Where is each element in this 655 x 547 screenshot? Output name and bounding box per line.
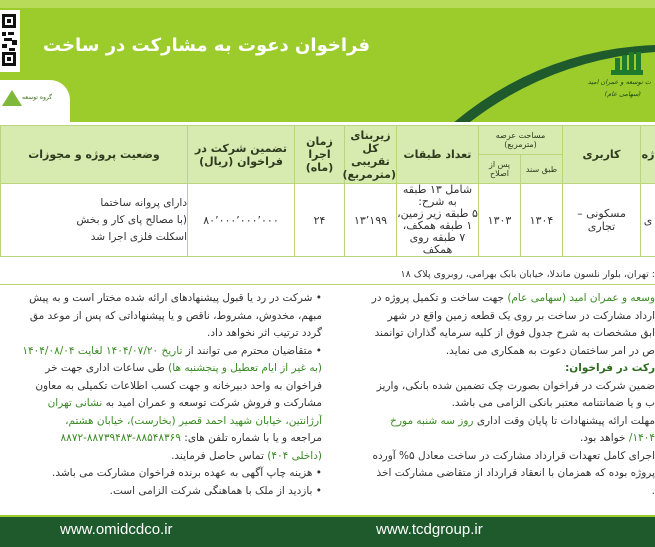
header-guarantee: تضمین شرکت در فراخوان (ریال)	[188, 126, 295, 184]
right-logo-text: ت توسعه و عمران امید	[588, 78, 651, 86]
bullet-line: گردد ترتیب اثر نخواهد داد.	[0, 325, 322, 343]
bullet-line	[0, 430, 322, 448]
cell-land-after-fix: ۱۳۰۳	[479, 184, 521, 257]
office-address: آرژانتین، خیابان شهید احمد قصیر (بخارست)، خیابان هشتم،	[0, 413, 322, 431]
bullet-line	[0, 343, 322, 361]
bullet-line: • شرکت در رد یا قبول پیشنهادهای ارائه شده مختار است و به پیش	[0, 290, 322, 308]
text-span: مراجعه و یا با شماره تلفن های:	[181, 432, 322, 444]
left-logo-text: گروه توسعه	[22, 94, 52, 101]
cell-usage: مسکونی – تجاری	[563, 184, 641, 257]
floors-line: ۷ طبقه روی همکف	[397, 232, 478, 256]
cell-floors	[397, 184, 479, 257]
status-line: (با مصالح پای کار و بخش	[1, 212, 187, 229]
company-name: وسعه و عمران امید (سهامی عام)	[507, 292, 655, 304]
extension-number: (داخلی ۴۰۴)	[267, 450, 322, 462]
paragraph-line	[332, 430, 655, 448]
cell-built-area: ۱۳٬۱۹۹	[345, 184, 397, 257]
header-strip	[0, 0, 655, 8]
tcd-group-logo	[0, 80, 70, 122]
floors-line: ۵ طبقه زیر زمین،	[397, 208, 478, 220]
paragraph-line: پروژه بوده که همزمان با انعقاد قرارداد از متقاضی مشارکت اخذ	[332, 465, 655, 483]
header-status: وضعیت پروژه و مجوزات	[1, 126, 188, 184]
table-header-row	[1, 126, 655, 155]
text-span: طی ساعات اداری جهت خر	[45, 362, 168, 374]
section-heading: رکت در فراخوان:	[332, 360, 655, 378]
paragraph-line: ارداد مشارکت در ساخت بر روی یک قطعه زمین واقع در شهر	[332, 308, 655, 326]
text-span: خواهد بود.	[580, 432, 629, 444]
omid-company-logo	[525, 48, 655, 122]
address-highlight: نشانی تهران	[48, 397, 103, 409]
bullet-line: فراخوان به واحد دبیرخانه و جهت کسب اطلاعات تکمیلی به معاون	[0, 378, 322, 396]
text-span: جهت ساخت و تکمیل پروژه در	[372, 292, 508, 304]
triangle-logo-icon	[0, 88, 22, 108]
header-banner	[0, 0, 655, 122]
floors-line: به شرح:	[397, 196, 478, 208]
paragraph-line: ضمین شرکت در فراخوان بصورت چک تضمین شده بانکی، واریز	[332, 378, 655, 396]
cell-guarantee: ۸۰٬۰۰۰٬۰۰۰٬۰۰۰	[188, 184, 295, 257]
paragraph-line: ابق مشخصات به شرح جدول فوق از کلیه سرمایه گذاران توانمند	[332, 325, 655, 343]
paragraph-line: ص در امر ساختمان دعوت به همکاری می نماید.	[332, 343, 655, 361]
phone-numbers: ۸۸۵۴۸۳۶۹-۸۸۷۳۹۴۸۳-۸۸۷۲	[61, 432, 181, 444]
page-title: فراخوان دعوت به مشارکت در ساخت	[40, 35, 370, 56]
website-link-omid[interactable]: www.omidcdco.ir	[60, 521, 173, 538]
date-range: تاریخ ۱۴۰۴/۰۷/۲۰ لغایت ۱۴۰۴/۰۸/۰۴	[22, 345, 182, 357]
header-duration: زمان اجرا (ماه)	[295, 126, 345, 184]
right-logo-subtext: (سهامی عام)	[605, 90, 641, 98]
paragraph-line	[332, 413, 655, 431]
text-span: مهلت ارائه پیشنهادات تا پایان وقت اداری	[474, 415, 655, 427]
cell-project: ی	[641, 184, 655, 257]
bullet-line	[0, 448, 322, 466]
paragraph-line: اجرای کامل تعهدات قرارداد مشارکت در ساخت معادل ۵% آورده	[332, 448, 655, 466]
bullet-line	[0, 360, 322, 378]
cell-status	[1, 184, 188, 257]
hand-logo-icon	[611, 52, 651, 76]
bullet-line: • هزینه چاپ آگهی به عهده برنده فراخوان مشارکت می باشد.	[0, 465, 322, 483]
table-row	[1, 184, 655, 257]
header-land-area: مساحت عرصه (مترمربع)	[479, 126, 563, 155]
qr-code-icon	[0, 10, 20, 72]
status-line: اسکلت فلزی اجرا شد	[1, 229, 187, 246]
header-floors: تعداد طبقات	[397, 126, 479, 184]
left-text-column	[0, 290, 322, 510]
project-address: : تهران، بلوار نلسون ماندلا، خیابان بابک بهرامی، روبروی پلاک ۱۸	[0, 266, 655, 285]
website-link-tcd[interactable]: www.tcdgroup.ir	[376, 521, 483, 538]
paragraph-line: .	[332, 483, 655, 501]
floors-line: ۱ طبقه همکف،	[397, 220, 478, 232]
header-land-per-deed: طبق سند	[521, 155, 563, 184]
text-span: • متقاضیان محترم می توانند از	[182, 345, 322, 357]
cell-land-per-deed: ۱۳۰۴	[521, 184, 563, 257]
paragraph-line	[332, 290, 655, 308]
cell-duration: ۲۴	[295, 184, 345, 257]
header-usage: کاربری	[563, 126, 641, 184]
deadline-date: ۱۴۰۴/	[629, 432, 655, 444]
text-span: تماس حاصل فرمایند.	[171, 450, 267, 462]
bullet-line: مبهم، مخدوش، مشروط، ناقص و یا پیشنهاداتی که پس از موعد مق	[0, 308, 322, 326]
right-text-column	[332, 290, 655, 510]
floors-line: شامل ۱۳ طبقه	[397, 184, 478, 196]
holiday-note: (به غیر از ایام تعطیل و پنجشنبه ها)	[168, 362, 322, 374]
footer-bar	[0, 515, 655, 547]
status-line: دارای پروانه ساختما	[1, 195, 187, 212]
paragraph-line: ب و یا ضمانتنامه معتبر بانکی الزامی می باشد.	[332, 395, 655, 413]
bullet-line: • بازدید از ملک با هماهنگی شرکت الزامی است.	[0, 483, 322, 501]
header-project: ژه	[641, 126, 655, 184]
bullet-line	[0, 395, 322, 413]
text-span: مشارکت و فروش شرکت توسعه و عمران امید به	[102, 397, 322, 409]
header-land-after-fix: پس از اصلاح	[479, 155, 521, 184]
project-table	[0, 125, 655, 257]
deadline-highlight: روز سه شنبه مورخ	[390, 415, 473, 427]
header-built-area: زیربنای کل تقریبی (مترمربع)	[345, 126, 397, 184]
